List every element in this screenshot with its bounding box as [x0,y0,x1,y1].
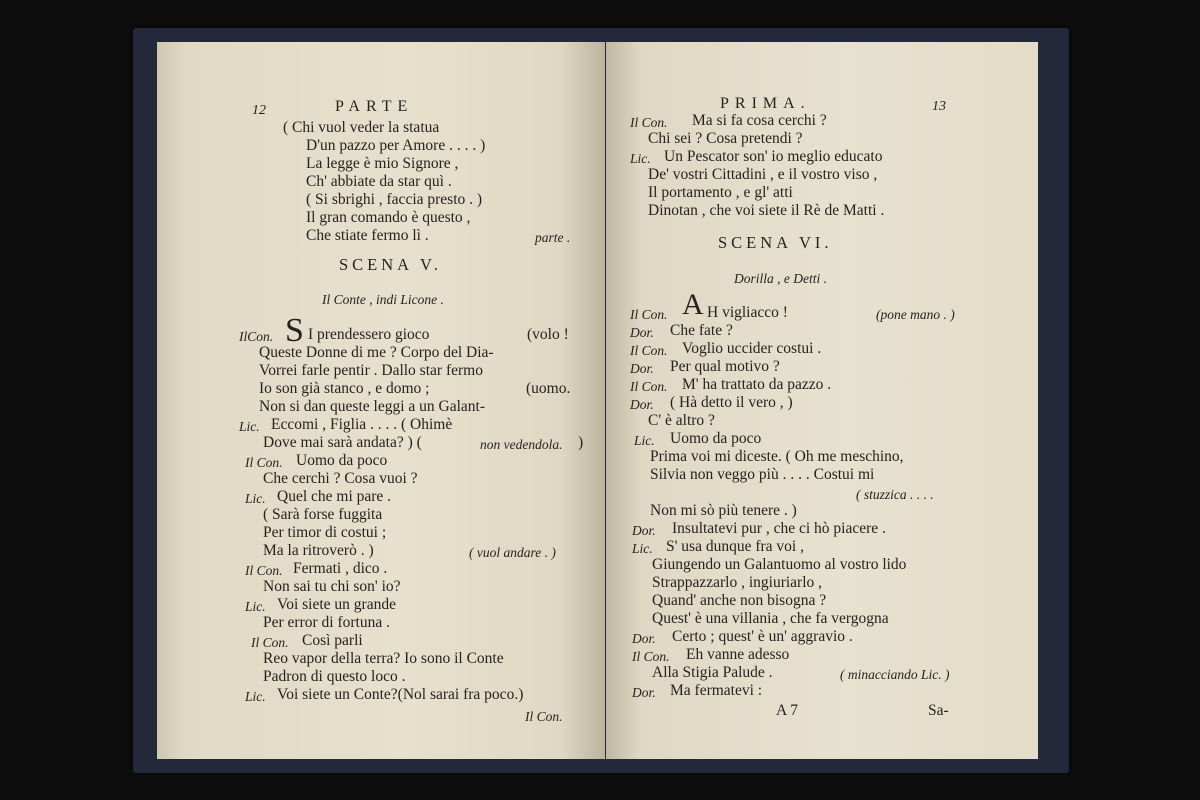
dialogue-line: I prendessero gioco [308,326,430,343]
dialogue-line: Vorrei farle pentir . Dallo star fermo [259,362,483,379]
speaker: Dor. [630,397,654,412]
speaker: Lic. [245,599,266,614]
stage-direction: (pone mano . ) [876,307,955,322]
page-number: 13 [932,99,946,114]
verse-line: D'un pazzo per Amore . . . . ) [306,137,486,154]
speaker: Dor. [632,631,656,646]
dialogue-line: Strappazzarlo , ingiuriarlo , [652,574,823,591]
dialogue-line: H vigliacco ! [707,304,788,321]
dialogue-line: Dinotan , che voi siete il Rè de Matti . [648,202,885,219]
dialogue-line: Ma la ritroverò . ) [263,542,374,559]
speaker: Il Con. [630,379,668,394]
dialogue-line: ( Sarà forse fuggita [263,506,383,523]
dialogue-line: Eccomi , Figlia . . . . ( Ohimè [271,416,453,433]
dialogue-line: Che fate ? [670,322,733,339]
speaker: Il Con. [251,635,289,650]
dialogue-line: Ma si fa cosa cerchi ? [692,112,827,129]
speaker: Il Con. [630,343,668,358]
verse-line: ( Si sbrighi , faccia presto . ) [306,191,483,208]
dialogue-line: Eh vanne adesso [686,646,790,663]
dialogue-line: Per qual motivo ? [670,358,780,375]
scene-title: SCENA V. [339,255,442,274]
dialogue-line: ) [578,434,584,451]
dialogue-line: Non sai tu chi son' io? [263,578,401,595]
dialogue-line: Padron di questo loco . [263,668,406,685]
verse-line: Ch' abbiate da star quì . [306,173,452,190]
speaker: Lic. [634,433,655,448]
right-page [606,42,1038,759]
dialogue-line: De' vostri Cittadini , e il vostro viso , [648,166,878,183]
dialogue-line: Voi siete un Conte?(Nol sarai fra poco.) [277,686,524,703]
stage-direction: parte . [535,230,571,245]
dialogue-line: (uomo. [526,380,571,397]
drop-cap: S [285,312,304,349]
dialogue-line: Voi siete un grande [277,596,396,613]
speaker: Lic. [630,151,651,166]
dialogue-line: Fermati , dico . [293,560,388,577]
speaker: Lic. [632,541,653,556]
dialogue-line: Queste Donne di me ? Corpo del Dia- [259,344,494,361]
dialogue-line: Silvia non veggo più . . . . Costui mi [650,466,875,483]
running-head: PRIMA. [720,95,811,112]
speaker: Dor. [632,685,656,700]
dialogue-line: ( Hà detto il vero , ) [670,394,793,411]
scene-cast: Dorilla , e Detti . [734,271,827,286]
running-head: PARTE [335,98,414,115]
dialogue-line: Giungendo un Galantuomo al vostro lido [652,556,907,573]
stage-direction: ( vuol andare . ) [469,545,556,560]
dialogue-line: Insultatevi pur , che ci hò piacere . [672,520,886,537]
speaker: Dor. [630,325,654,340]
dialogue-line: C' è altro ? [648,412,715,429]
verse-line: La legge è mio Signore , [306,155,459,172]
dialogue-line: Io son già stanco , e domo ; [259,380,430,397]
speaker: Lic. [245,491,266,506]
speaker: Lic. [245,689,266,704]
dialogue-line: Per error di fortuna . [263,614,390,631]
dialogue-line: Certo ; quest' è un' aggravio . [672,628,853,645]
dialogue-line: (volo ! [527,326,569,343]
dialogue-line: Quel che mi pare . [277,488,392,505]
dialogue-line: Così parli [302,632,363,649]
verse-line: ( Chi vuol veder la statua [283,119,440,136]
dialogue-line: Ma fermatevi : [670,682,763,699]
dialogue-line: Prima voi mi diceste. ( Oh me meschino, [650,448,904,465]
signature-mark: A 7 [776,702,798,719]
dialogue-line: Un Pescator son' io meglio educato [664,148,883,165]
speaker: Lic. [239,419,260,434]
dialogue-line: S' usa dunque fra voi , [666,538,804,555]
dialogue-line: Quand' anche non bisogna ? [652,592,827,609]
dialogue-line: Chi sei ? Cosa pretendi ? [648,130,803,147]
verse-line: Il gran comando è questo , [306,209,471,226]
speaker: Il Con. [630,307,668,322]
dialogue-line: Non mi sò più tenere . ) [650,502,797,519]
left-page [157,42,605,759]
drop-cap: A [682,288,704,321]
speaker: Dor. [630,361,654,376]
speaker: Il Con. [632,649,670,664]
dialogue-line: M' ha trattato da pazzo . [682,376,832,393]
dialogue-line: Che cerchi ? Cosa vuoi ? [263,470,418,487]
speaker: Il Con. [245,455,283,470]
scene-cast: Il Conte , indi Licone . [322,292,444,307]
dialogue-line: Voglio uccider costui . [682,340,822,357]
dialogue-line: Uomo da poco [296,452,388,469]
scene-title: SCENA VI. [718,233,833,252]
dialogue-line: Dove mai sarà andata? ) ( [263,434,422,451]
dialogue-line: Non si dan queste leggi a un Galant- [259,398,485,415]
speaker: Il Con. [630,115,668,130]
verse-line: Che stiate fermo lì . [306,227,429,244]
speaker: Dor. [632,523,656,538]
dialogue-line: Alla Stigia Palude . [652,664,773,681]
dialogue-line: Quest' è una villania , che fa vergogna [652,610,889,627]
catchword: Sa- [928,702,949,719]
page-number: 12 [252,103,266,118]
dialogue-line: Il portamento , e gl' atti [648,184,793,201]
dialogue-line: Reo vapor della terra? Io sono il Conte [263,650,504,667]
dialogue-line: Per timor di costui ; [263,524,387,541]
stage-direction: ( minacciando Lic. ) [840,667,950,682]
stage-direction: ( stuzzica . . . . [856,487,934,502]
catchword: Il Con. [525,709,563,724]
speaker: IlCon. [239,329,274,344]
speaker: Il Con. [245,563,283,578]
dialogue-line: Uomo da poco [670,430,762,447]
stage-direction: non vedendola. [480,437,563,452]
